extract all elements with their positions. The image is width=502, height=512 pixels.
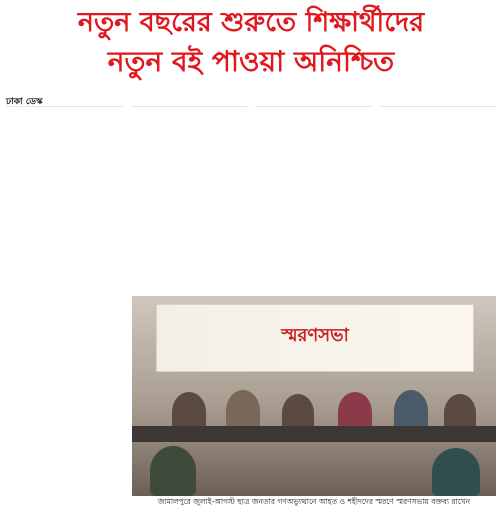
article-columns [6,106,496,296]
banner-title: স্মরণসভা [281,325,349,346]
headline [0,4,502,82]
headline-line-2: নতুন বই পাওয়া অনিশ্চিত [107,45,395,78]
photo-caption: জামালপুরে জুলাই-আগস্ট ছাত্র জনতার গণঅভ্যুত্থানে আহত ও শহীদদের স্মরণে স্মরণসভায় বক্তব্য রাখেন [157,497,471,506]
article-column-4 [380,106,497,296]
dateline: ঢাকা ডেস্ক [6,97,43,107]
news-photo [132,296,496,496]
event-banner [156,304,474,372]
table [132,426,496,442]
headline-line-1: নতুন বছরের শুরুতে শিক্ষার্থীদের [77,7,425,38]
article-column-3 [255,106,372,296]
article-column-1 [6,106,123,296]
attendee [150,446,196,496]
article-column-2 [131,106,248,296]
attendee [432,448,480,496]
